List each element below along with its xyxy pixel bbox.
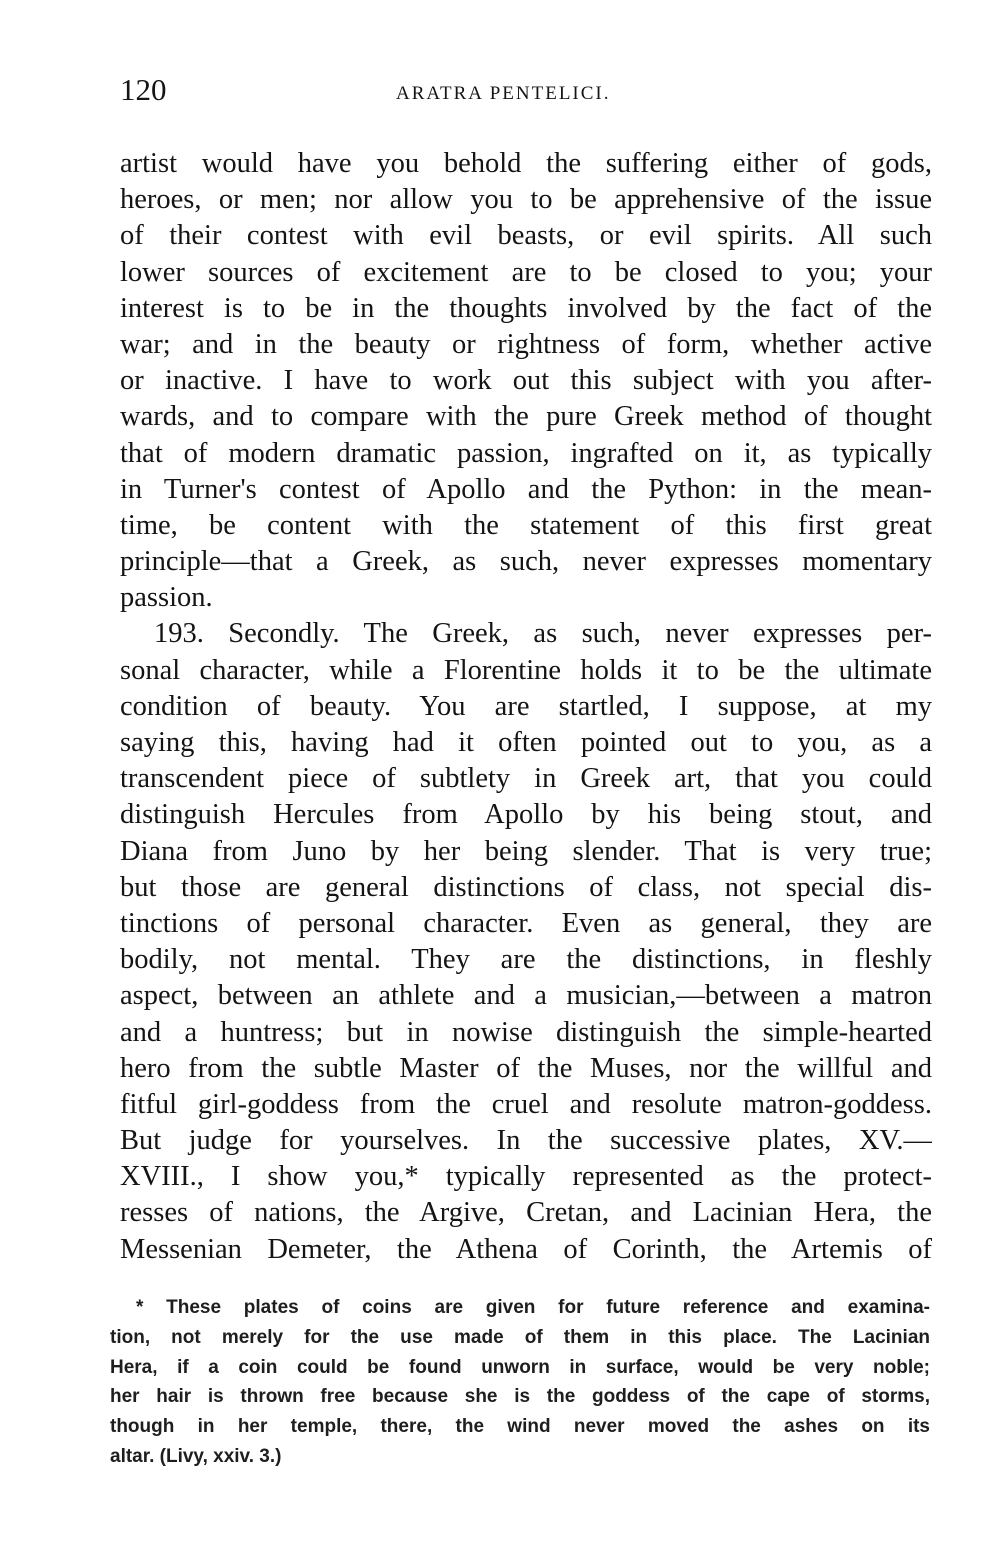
text-line: But judge for yourselves. In the successive plates, XV.— <box>120 1125 932 1157</box>
text-line: passion. <box>120 582 213 614</box>
footnote-line: though in her temple, there, the wind never moved the ashes on its <box>110 1416 930 1438</box>
paragraph-start-line: 193. Secondly. The Greek, as such, never expresses per- <box>154 618 932 650</box>
text-line: of their contest with evil beasts, or evil spirits. All such <box>120 220 932 252</box>
text-line: and a huntress; but in nowise distinguish the simple-hearted <box>120 1016 932 1048</box>
text-line: artist would have you behold the suffering either of gods, <box>120 148 932 179</box>
text-line: saying this, having had it often pointed out to you, as a <box>120 727 932 758</box>
text-line: interest is to be in the thoughts involved by the fact of the <box>120 292 932 324</box>
text-line: distinguish Hercules from Apollo by his being stout, and <box>120 799 932 831</box>
text-line: bodily, not mental. They are the distinctions, in fleshly <box>120 944 932 976</box>
footnote-line: her hair is thrown free because she is the goddess of the cape of storms, <box>110 1386 930 1408</box>
text-line: fitful girl-goddess from the cruel and resolute matron-goddess. <box>120 1088 932 1120</box>
text-line: resses of nations, the Argive, Cretan, and Lacinian Hera, the <box>120 1197 932 1229</box>
text-line: wards, and to compare with the pure Greek method of thought <box>120 401 932 433</box>
text-line: lower sources of excitement are to be closed to you; your <box>120 256 932 288</box>
text-line: in Turner's contest of Apollo and the Python: in the mean- <box>120 473 932 505</box>
footnote-line: Hera, if a coin could be found unworn in surface, would be very noble; <box>110 1356 930 1378</box>
text-line: heroes, or men; nor allow you to be apprehensive of the issue <box>120 184 932 216</box>
text-line: Messenian Demeter, the Athena of Corinth, the Artemis of <box>120 1233 932 1265</box>
text-line: but those are general distinctions of class, not special dis- <box>120 871 932 903</box>
footnote-line: tion, not merely for the use made of them in this place. The Lacinian <box>110 1326 930 1348</box>
running-title: ARATRA PENTELICI. <box>396 83 611 104</box>
text-line: war; and in the beauty or rightness of form, whether active <box>120 328 932 360</box>
footnote-line: altar. (Livy, xxiv. 3.) <box>110 1445 282 1467</box>
page-header <box>120 74 932 114</box>
page-number: 120 <box>120 72 167 107</box>
text-line: or inactive. I have to work out this subject with you after- <box>120 365 932 397</box>
footnote <box>110 1293 930 1472</box>
text-line: Diana from Juno by her being slender. That is very true; <box>120 835 932 867</box>
text-line: sonal character, while a Florentine holds it to be the ultimate <box>120 654 932 686</box>
text-line: aspect, between an athlete and a musician,—between a matron <box>120 980 932 1012</box>
text-line: condition of beauty. You are startled, I suppose, at my <box>120 690 932 722</box>
text-line: time, be content with the statement of this first great <box>120 509 932 541</box>
text-line: tinctions of personal character. Even as general, they are <box>120 907 932 939</box>
text-line: principle—that a Greek, as such, never expresses momentary <box>120 546 932 578</box>
text-line: transcendent piece of subtlety in Greek art, that you could <box>120 763 932 795</box>
body-text <box>120 146 932 1268</box>
text-line: that of modern dramatic passion, ingrafted on it, as typically <box>120 437 932 469</box>
text-line: XVIII., I show you,* typically represented as the protect- <box>120 1161 932 1193</box>
text-line: hero from the subtle Master of the Muses, nor the willful and <box>120 1052 932 1084</box>
footnote-line: * These plates of coins are given for future reference and examina- <box>136 1297 930 1318</box>
